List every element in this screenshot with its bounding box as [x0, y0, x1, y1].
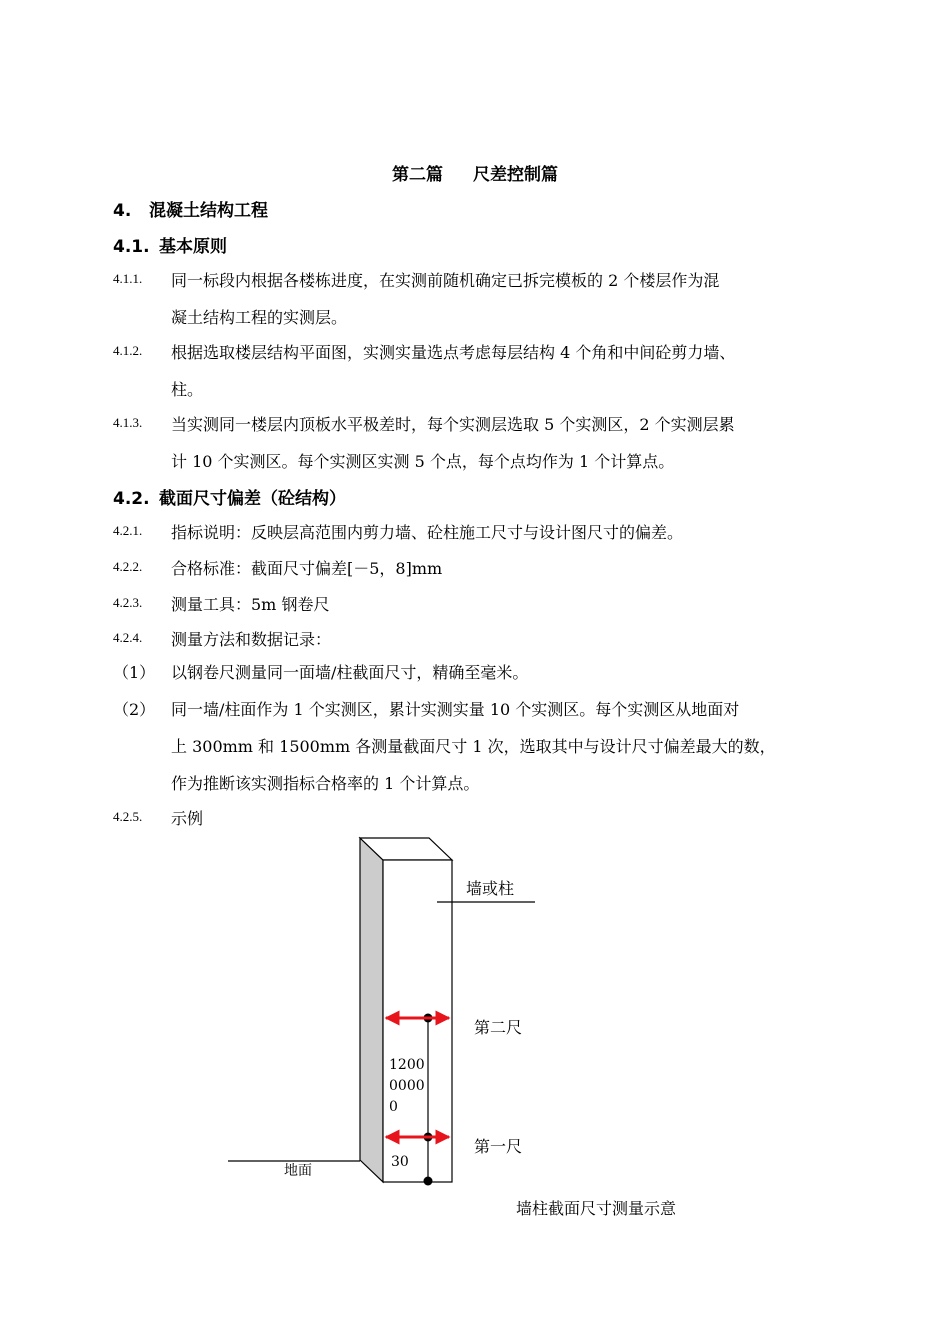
ground-label: 地面 [284, 1163, 312, 1179]
clause-number: 4.2.1. [113, 523, 143, 538]
first-measure-label: 第一尺 [474, 1137, 523, 1156]
part-name: 尺差控制篇 [473, 165, 558, 185]
step-text-continued: 上 300mm 和 1500mm 各测量截面尺寸 1 次，选取其中与设计尺寸偏差最大的数， [171, 737, 776, 756]
step-text: 以钢卷尺测量同一面墙/柱截面尺寸，精确至毫米。 [171, 663, 529, 682]
clause-number: 4.1.1. [113, 271, 143, 286]
upper-dimension-line-1: 1200 [389, 1057, 425, 1073]
clause-text-continued: 计 10 个实测区。每个实测区实测 5 个点，每个点均作为 1 个计算点。 [171, 452, 675, 471]
subsection-title: 截面尺寸偏差（砼结构） [159, 489, 346, 509]
clause-text: 指标说明：反映层高范围内剪力墙、砼柱施工尺寸与设计图尺寸的偏差。 [171, 523, 684, 542]
step-text: 同一墙/柱面作为 1 个实测区，累计实测实量 10 个实测区。每个实测区从地面对 [171, 700, 740, 719]
subsection-number: 4.1. [113, 237, 150, 257]
clause-number: 4.1.2. [113, 343, 143, 358]
step-number: （1） [113, 663, 156, 682]
upper-dimension-line-3: 0 [389, 1099, 398, 1115]
clause-number: 4.2.3. [113, 595, 143, 610]
dimension-dot-bottom [424, 1177, 433, 1186]
clause-text-continued: 凝土结构工程的实测层。 [171, 308, 348, 327]
clause-number: 4.2.2. [113, 559, 143, 574]
clause-number: 4.2.5. [113, 809, 143, 824]
upper-dimension-line-2: 0000 [389, 1078, 425, 1094]
clause-text: 根据选取楼层结构平面图，实测实量选点考虑每层结构 4 个角和中间砼剪力墙、 [171, 343, 736, 362]
step-number: （2） [113, 700, 156, 719]
section-title: 混凝土结构工程 [149, 201, 268, 221]
wall-side-face [360, 838, 383, 1182]
clause-text: 当实测同一楼层内顶板水平极差时，每个实测层选取 5 个实测区，2 个实测层累 [171, 415, 735, 434]
figure-caption: 墙柱截面尺寸测量示意 [516, 1199, 677, 1218]
subsection-number: 4.2. [113, 489, 150, 509]
clause-text: 合格标准：截面尺寸偏差[－5，8]mm [171, 559, 443, 578]
wall-front-face [383, 860, 452, 1182]
step-text-continued: 作为推断该实测指标合格率的 1 个计算点。 [171, 774, 480, 793]
clause-number: 4.2.4. [113, 630, 143, 645]
clause-text: 示例 [171, 809, 204, 828]
clause-text: 同一标段内根据各楼栋进度，在实测前随机确定已拆完模板的 2 个楼层作为混 [171, 271, 720, 290]
second-measure-label: 第二尺 [474, 1018, 523, 1037]
lower-dimension-text: 30 [391, 1154, 409, 1170]
clause-number: 4.1.3. [113, 415, 143, 430]
upper-dimension-text [389, 1055, 425, 1118]
wall-label: 墙或柱 [466, 879, 515, 898]
clause-text: 测量工具：5m 钢卷尺 [171, 595, 330, 614]
clause-text: 测量方法和数据记录： [171, 630, 332, 649]
subsection-title: 基本原则 [159, 237, 227, 257]
part-label: 第二篇 [392, 165, 443, 185]
section-number: 4. [113, 201, 132, 221]
clause-text-continued: 柱。 [171, 380, 204, 399]
